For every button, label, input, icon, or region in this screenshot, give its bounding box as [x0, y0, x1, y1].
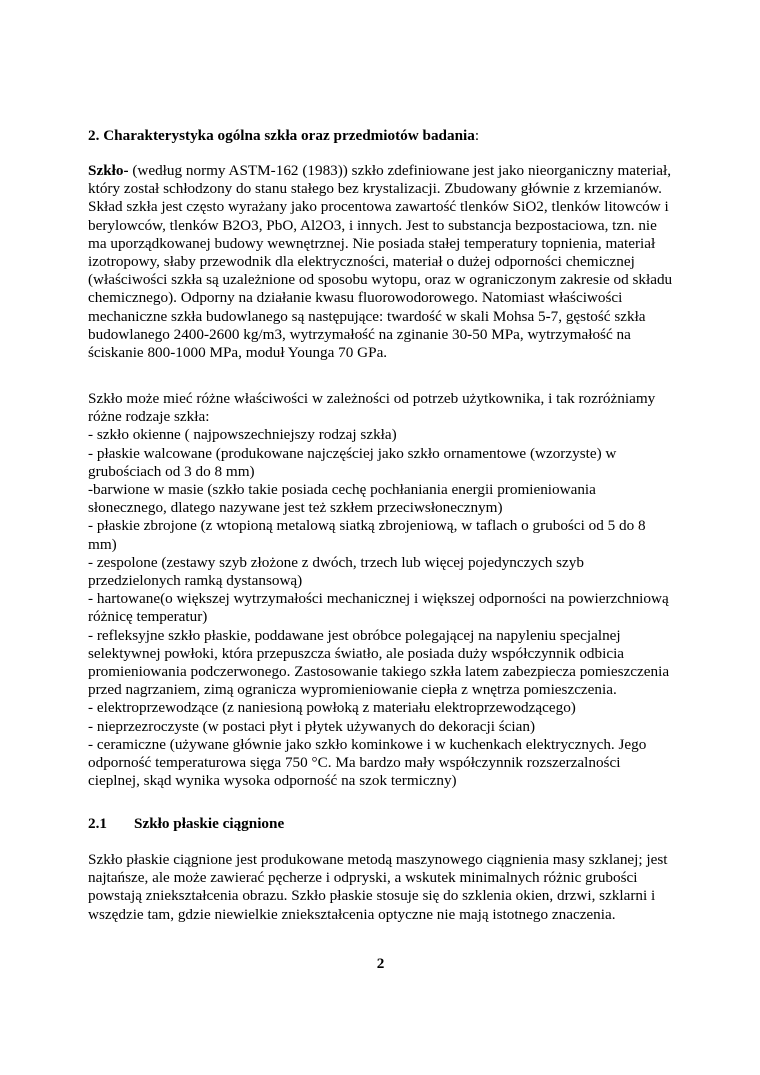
definition-term: Szkło- [88, 162, 129, 179]
glass-type-item: - zespolone (zestawy szyb złożone z dwóch, trzech lub więcej pojedynczych szyb przedzielonych ramką dystansową) [88, 553, 584, 590]
glass-type-item: - hartowane(o większej wytrzymałości mechanicznej i większej odporności na powierzchniową różnicę temperatur) [88, 590, 669, 626]
section-heading-text: 2. Charakterystyka ogólna szkła oraz przedmiotów badania [88, 127, 475, 144]
section-heading-colon: : [474, 127, 480, 144]
glass-types-block [88, 390, 673, 790]
section-heading [88, 127, 479, 145]
glass-type-item: - płaskie walcowane (produkowane najczęściej jako szkło ornamentowe (wzorzyste) w grubościach od 3 do 8 mm) [88, 444, 617, 480]
definition-paragraph [88, 162, 673, 362]
glass-types-intro: Szkło może mieć różne właściwości w zależności od potrzeb użytkownika, i tak rozróżniamy różne rodzaje szkła: [88, 390, 656, 426]
glass-type-item: - szkło okienne ( najpowszechniejszy rodzaj szkła) [88, 426, 397, 444]
page-number: 2 [376, 955, 385, 972]
subsection-number: 2.1 [88, 815, 107, 832]
glass-type-item: -barwione w masie (szkło takie posiada cechę pochłaniania energii promieniowania słonecznego, dlatego nazywane jest też szkłem przeciwsłonecznym) [88, 481, 596, 517]
glass-type-item: - płaskie zbrojone (z wtopioną metalową siatką zbrojeniową, w taflach o grubości od 5 do 8 mm) [88, 517, 646, 553]
glass-type-item: - ceramiczne (używane głównie jako szkło kominkowe i w kuchenkach elektrycznych. Jego odporność temperaturowa sięga 750 °C. Ma bardzo mały współczynnik rozszerzalności cieplnej, skąd wynika wysoka odporność na szok termiczny) [88, 735, 647, 790]
glass-type-item: - nieprzezroczyste (w postaci płyt i płytek używanych do dekoracji ścian) [88, 717, 536, 735]
subsection-paragraph: Szkło płaskie ciągnione jest produkowane metodą maszynowego ciągnienia masy szklanej; jest najtańsze, ale może zawierać pęcherze i odpryski, a wskutek minimalnych różnic grubości powstają zniekształcenia obrazu. Szkło płaskie stosuje się do szklenia okien, drzwi, szklarni i wszędzie tam, gdzie niewielkie zniekształcenia optyczne nie mają istotnego znaczenia. [88, 851, 668, 923]
definition-text: (według normy ASTM-162 (1983)) szkło zdefiniowane jest jako nieorganiczny materiał, który został schłodzony do stanu stałego bez krystalizacji. Zbudowany głównie z krzemianów. Skład szkła jest często wyrażany jako procentowa zawartość tlenków SiO2, tlenków litowców i berylowców, tlenków B2O3, PbO, Al2O3, i innych. Jest to substancja bezpostaciowa, tzn. nie ma uporządkowanej budowy wewnętrznej. Nie posiada stałej temperatury topnienia, materiał izotropowy, słaby przewodnik dla elektryczności, materiał o dużej odporności chemicznej (właściwości szkła są uzależnione od sposobu wytopu, oraz w ograniczonym zakresie od składu chemicznego). Odporny na działanie kwasu fluorowodorowego. Natomiast właściwości mechaniczne szkła budowlanego są następujące: twardość w skali Mohsa 5-7, gęstość szkła budowlanego 2400-2600 kg/m3, wytrzymałość na zginanie 30-50 MPa, wytrzymałość na ściskanie 800-1000 MPa, moduł Younga 70 GPa. [88, 162, 673, 362]
subsection-title: Szkło płaskie ciągnione [134, 815, 285, 832]
glass-type-item: - refleksyjne szkło płaskie, poddawane jest obróbce polegającej na napyleniu specjalnej selektywnej powłoki, która przepuszcza światło, ale posiada duży współczynnik odbicia promieniowania podczerwonego. Zastosowanie takiego szkła latem zabezpiecza pomieszczenia przed nagrzaniem, zimą ogranicza wypromieniowanie ciepła z wnętrza pomieszczenia. [88, 626, 670, 699]
glass-type-item: - elektroprzewodzące (z naniesioną powłoką z materiału elektroprzewodzącego) [88, 699, 576, 717]
subsection-heading [88, 815, 284, 833]
